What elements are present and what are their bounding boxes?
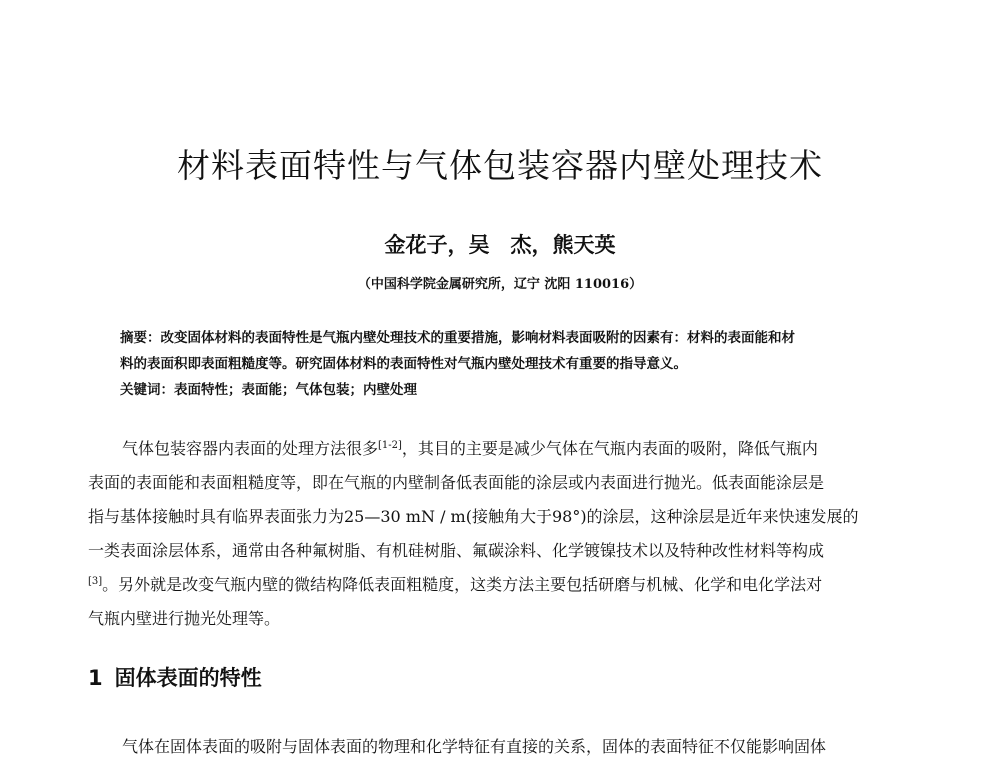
paragraph-line: [88, 568, 918, 602]
introduction-paragraph: [88, 432, 918, 636]
author-affiliation: （中国科学院金属研究所，辽宁 沈阳 110016）: [357, 277, 643, 292]
paper-title: 材料表面特性与气体包装容器内壁处理技术: [177, 146, 823, 185]
citation-ref: [1-2]: [378, 440, 402, 451]
paragraph-line: 表面的表面能和表面粗糙度等，即在气瓶的内壁制备低表面能的涂层或内表面进行抛光。低表面能涂层是: [88, 473, 825, 492]
paragraph-line: 气瓶内壁进行抛光处理等。: [88, 609, 281, 628]
paragraph-line: [88, 432, 918, 466]
abstract-line: 摘要：改变固体材料的表面特性是气瓶内壁处理技术的重要措施，影响材料表面吸附的因素有：材料的表面能和材: [120, 330, 795, 346]
section-paragraph: [88, 730, 918, 764]
citation-ref: [3]: [88, 576, 103, 587]
abstract-block: [120, 325, 890, 403]
author-list: 金花子，吴 杰，熊天英: [384, 232, 616, 257]
paragraph-text: 。另外就是改变气瓶内壁的微结构降低表面粗糙度，这类方法主要包括研磨与机械、化学和电化学法对: [102, 575, 823, 594]
section-title: 固体表面的特性: [114, 666, 262, 690]
abstract-line: 料的表面积即表面粗糙度等。研究固体材料的表面特性对气瓶内壁处理技术有重要的指导意义。: [120, 356, 687, 372]
section-number: 1: [88, 666, 103, 690]
paragraph-line: 指与基体接触时具有临界表面张力为25—30 mN / m(接触角大于98°)的涂层，这种涂层是近年来快速发展的: [88, 507, 859, 526]
paragraph-text: ，其目的主要是减少气体在气瓶内表面的吸附，降低气瓶内: [401, 439, 818, 458]
paragraph-text: 气体包装容器内表面的处理方法很多: [122, 439, 379, 458]
paragraph-line: 气体在固体表面的吸附与固体表面的物理和化学特征有直接的关系，固体的表面特征不仅能影响固体: [122, 737, 827, 756]
section-heading: [88, 662, 262, 692]
keywords-line: 关键词：表面特性；表面能；气体包装；内壁处理: [120, 382, 417, 398]
paragraph-line: 一类表面涂层体系，通常由各种氟树脂、有机硅树脂、氟碳涂料、化学镀镍技术以及特种改性材料等构成: [88, 541, 825, 560]
